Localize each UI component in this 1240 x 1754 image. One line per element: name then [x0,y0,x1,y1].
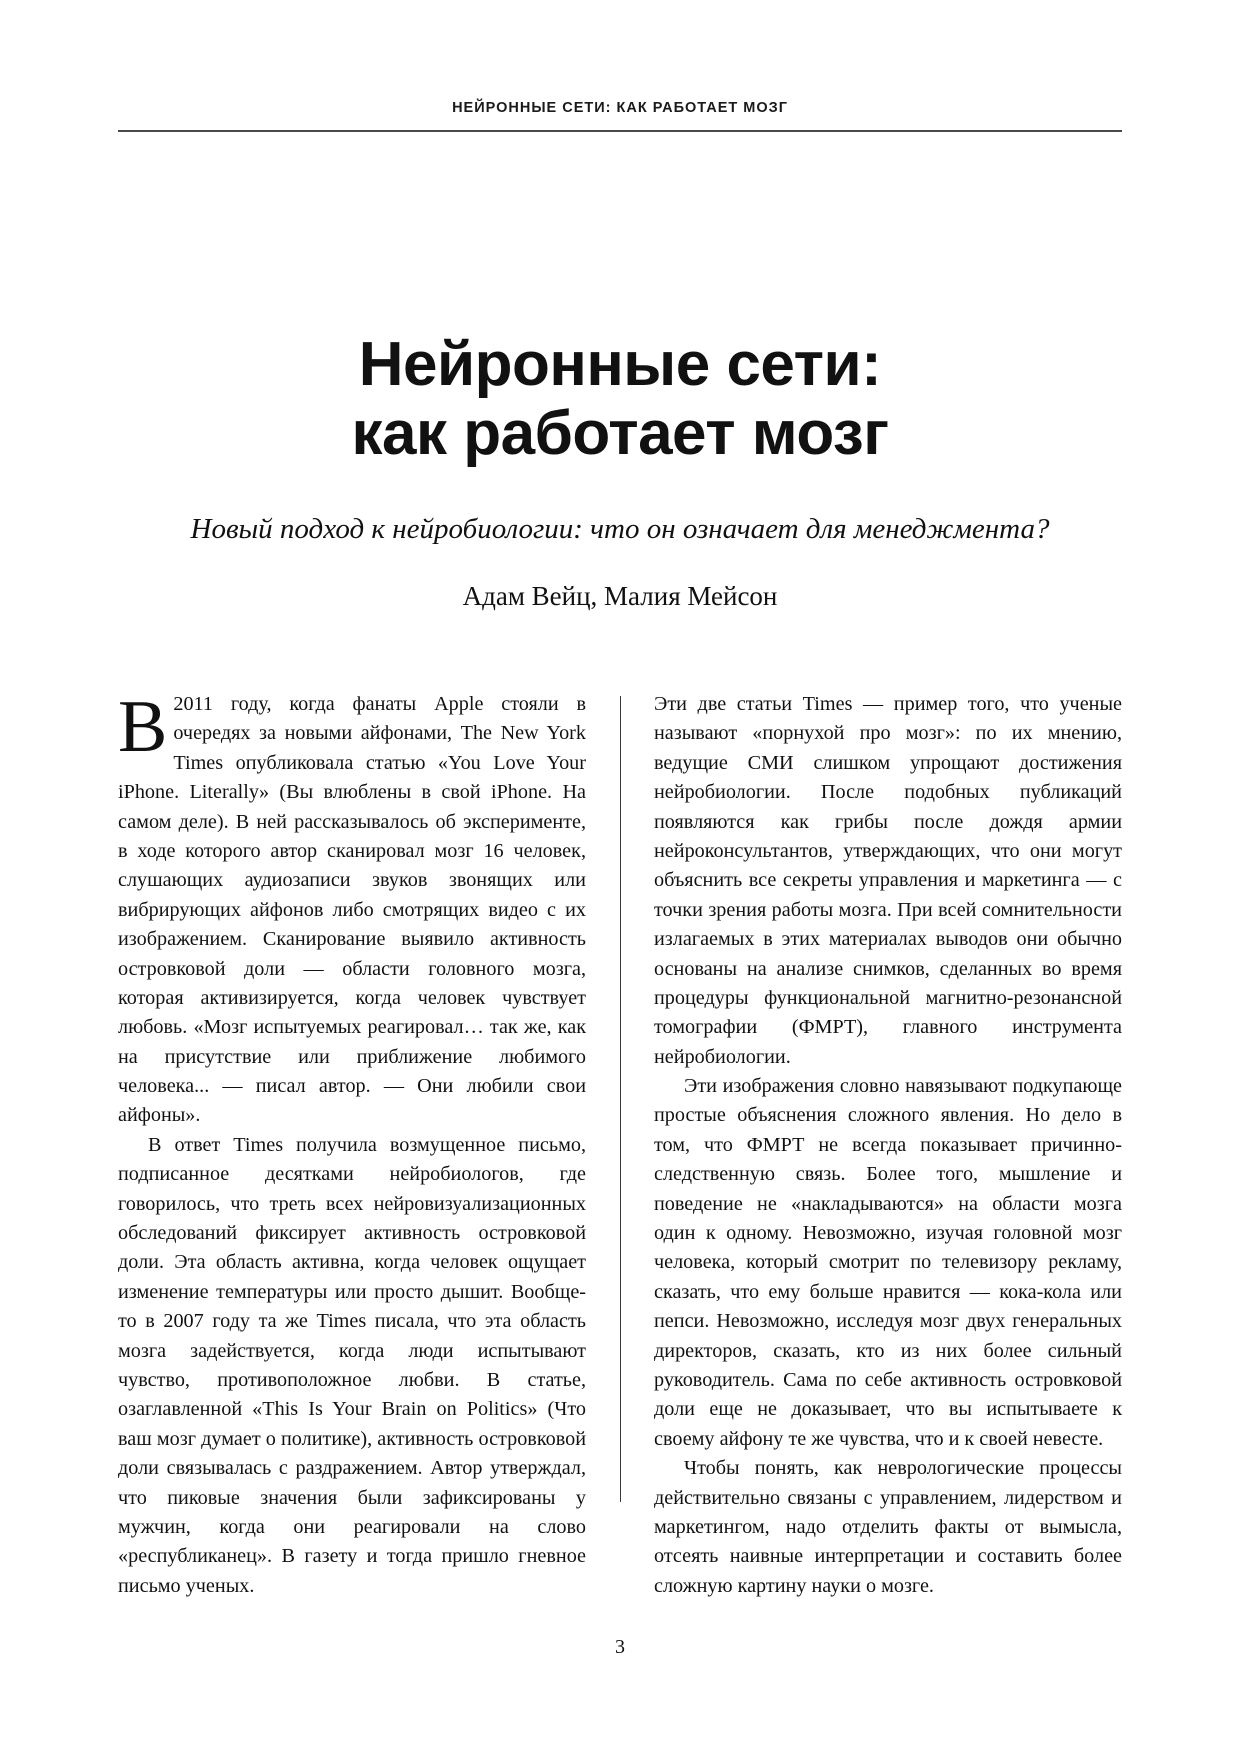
title-line-2: как работает мозг [351,399,889,469]
running-head-rule [118,130,1122,132]
column-right [654,690,1122,1601]
paragraph [118,686,586,1131]
running-head-container [118,100,1122,132]
paragraph: В ответ Times получила возмущенное письмо, подписанное десятками нейробиологов, где говорилось, что треть всех нейровизуализационных обследований фиксирует активность островковой доли. Эта область активна, когда человек ощущает изменение температуры или просто дышит. Вообще-то в 2007 году та же Times писала, что эта область мозга задействуется, когда люди испытывают чувство, противоположное любви. В статье, озаглавленной «This Is Your Brain on Politics» (Что ваш мозг думает о политике), активность островковой доли связывалась с раздражением. Автор утверждал, что пиковые значения были зафиксированы у мужчин, когда они реагировали на слово «республиканец». В газету и тогда пришло гневное письмо ученых. [118,1133,586,1597]
paragraph-text: 2011 году, когда фанаты Apple стояли в очередях за новыми айфонами, The New York Times опубликовала статью «You Love Your iPhone. Literally» (Вы влюблены в свой iPhone. На самом деле). В ней рассказывалось об эксперименте, в ходе которого автор сканировал мозг 16 человек, слушающих аудиозаписи звуков звонящих или вибрирующих айфонов либо смотрящих видео с их изображением. Сканирование выявило активность островковой доли — области головного мозга, которая активизируется, когда человек чувствует любовь. «Мозг испытуемых реагировал… так же, как на присутствие или приближение любимого человека... — писал автор. — Они любили свои айфоны». [118,693,586,1127]
drop-cap: В [118,686,168,768]
title-block [118,330,1122,612]
page-number: 3 [615,1636,625,1658]
paragraph: Чтобы понять, как неврологические процессы действительно связаны с управлением, лидерством и маркетингом, надо отделить факты от вымысла, отсеять наивные интерпретации и составить более сложную картину науки о мозге. [654,1457,1122,1597]
running-head: НЕЙРОННЫЕ СЕТИ: КАК РАБОТАЕТ МОЗГ [452,100,788,116]
paragraph: Эти изображения словно навязывают подкупающе простые объяснения сложного явления. Но дело в том, что ФМРТ не всегда показывает причинно-следственную связь. Более того, мышление и поведение не «накладываются» на области мозга один к одному. Невозможно, изучая головной мозг человека, который смотрит по телевизору рекламу, сказать, что ему больше нравится — кока-кола или пепси. Невозможно, исследуя мозг двух генеральных директоров, сказать, кто из них более сильный руководитель. Сама по себе активность островковой доли еще не доказывает, что вы испытываете к своему айфону те же чувства, что и к своей невесте. [654,1075,1122,1450]
paragraph: Эти две статьи Times — пример того, что ученые называют «порнухой про мозг»: по их мнению, ведущие СМИ слишком упрощают достижения нейробиологии. После подобных публикаций появляются как грибы после дождя армии нейроконсультантов, утверждающих, что они могут объяснить все секреты управления и маркетинга — с точки зрения работы мозга. При всей сомнительности излагаемых в этих материалах выводов они обычно основаны на анализе снимков, сделанных во время процедуры функциональной магнитно-резонансной томографии (ФМРТ), главного инструмента нейробиологии. [654,693,1122,1068]
body-columns [118,686,1122,1597]
column-divider [620,696,621,1502]
title-line-1: Нейронные сети: [358,330,882,399]
subtitle: Новый подход к нейробиологии: что он означает для менеджмента? [190,512,1050,545]
column-left [118,686,586,1601]
authors: Адам Вейц, Малия Мейсон [462,580,778,611]
page-title [118,330,1122,469]
